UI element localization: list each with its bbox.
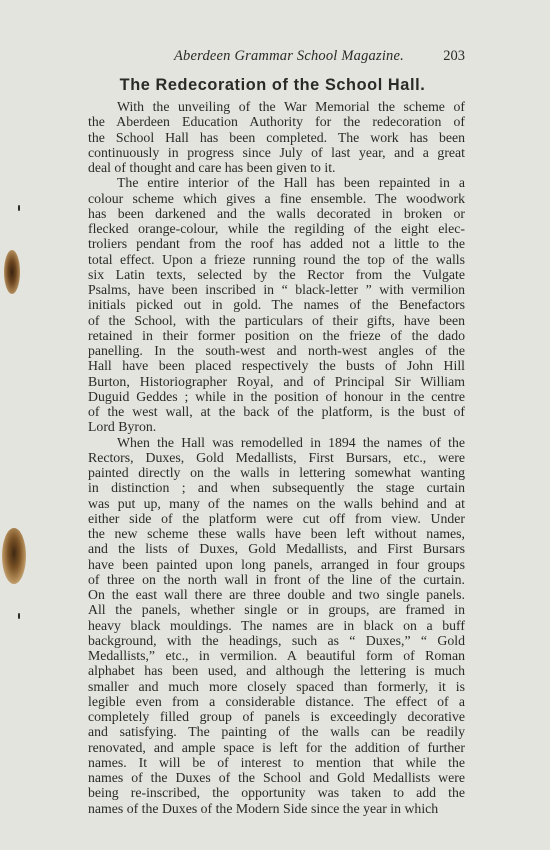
text-line: Rectors, Duxes, Gold Medallists, First Bursars, etc., were: [88, 449, 465, 465]
paragraph: [88, 175, 465, 434]
paragraph: [88, 435, 465, 816]
text-line: With the unveiling of the War Memorial the scheme of: [117, 99, 465, 114]
text-line: of three on the north wall in front of the line of the curtain.: [88, 571, 465, 587]
text-line: colour scheme which gives a fine ensemble. The woodwork: [88, 190, 465, 206]
text-line: either side of the platform were cut off from view. Under: [88, 510, 465, 526]
ink-mark: [18, 613, 20, 619]
page-number: 203: [443, 48, 465, 64]
text-line: painted directly on the walls in lettering somewhat wanting: [88, 465, 465, 480]
text-line: names of the Duxes of the School and Gold Medallists were: [88, 770, 465, 785]
text-line: legible even from a considerable distance. The effect of a: [88, 693, 465, 709]
text-line: Psalms, have been inscribed in “ black-letter ” with vermilion: [88, 282, 465, 297]
paper-stain: [2, 528, 26, 584]
text-line: troliers pendant from the roof has added not a little to the: [88, 236, 465, 252]
text-line: All the panels, whether single or in groups, are framed in: [88, 602, 465, 618]
text-line: has been darkened and the walls decorated in broken or: [88, 205, 465, 221]
text-line: Duguid Geddes ; while in the position of honour in the centre: [88, 388, 465, 404]
text-line: smaller and much more closely spaced than formerly, it is: [88, 678, 465, 694]
text-line: Lord Byron.: [88, 419, 157, 435]
text-line: have been painted upon long panels, arranged in four groups: [88, 556, 465, 572]
text-line: of the west wall, at the back of the platform, is the bust of: [88, 404, 465, 419]
text-line: renovated, and ample space is left for the addition of further: [88, 739, 465, 755]
text-line: retained in their former position on the frieze of the dado: [88, 327, 465, 343]
text-line: heavy black mouldings. The names are in black on a buff: [88, 617, 465, 633]
paper-stain: [4, 250, 20, 294]
text-line: the Aberdeen Education Authority for the redecoration of: [88, 114, 465, 130]
text-line: being re-inscribed, the opportunity was taken to add the: [88, 785, 465, 801]
page-header: [80, 48, 465, 68]
ink-mark: [18, 205, 20, 211]
text-line: Medallists,” etc., in vermilion. A beautiful form of Roman: [88, 648, 465, 663]
text-line: panelling. In the south-west and north-west angles of the: [88, 343, 465, 358]
running-head: Aberdeen Grammar School Magazine.: [174, 48, 404, 64]
text-line: in distinction ; and when subsequently the stage curtain: [88, 480, 465, 496]
text-line: was put up, many of the names on the walls behind and at: [88, 495, 465, 511]
text-line: and satisfying. The painting of the walls can be readily: [88, 724, 465, 740]
text-line: initials picked out in gold. The names of the Benefactors: [88, 297, 465, 313]
text-line: When the Hall was remodelled in 1894 the names of the: [117, 434, 465, 450]
text-line: names of the Duxes of the Modern Side since the year in which: [88, 800, 439, 816]
text-line: background, with the headings, such as “ Duxes,” “ Gold: [88, 632, 465, 648]
paragraph: [88, 99, 465, 175]
text-line: the new scheme these walls have been left without names,: [88, 526, 465, 541]
text-line: The entire interior of the Hall has been repainted in a: [117, 175, 465, 191]
text-line: names. It will be of interest to mention that while the: [88, 754, 465, 770]
text-line: of the School, with the particulars of their gifts, have been: [88, 312, 465, 328]
text-line: continuously in progress since July of last year, and a great: [88, 144, 465, 160]
text-line: total effect. Upon a frieze running round the top of the walls: [88, 251, 465, 267]
text-line: the School Hall has been completed. The work has been: [88, 129, 465, 145]
text-line: flecked orange-colour, while the regilding of the eight elec-: [88, 221, 465, 236]
text-line: alphabet has been used, and although the lettering is much: [88, 663, 465, 679]
text-line: Hall have been placed respectively the busts of John Hill: [88, 358, 465, 374]
text-line: On the east wall there are three double and two single panels.: [88, 587, 465, 602]
text-line: Burton, Historiographer Royal, and of Principal Sir William: [88, 373, 465, 389]
text-line: and the lists of Duxes, Gold Medallists, and First Bursars: [88, 541, 465, 557]
article-title: The Redecoration of the School Hall.: [119, 76, 426, 94]
article-body: [88, 99, 465, 816]
text-line: completely filled group of panels is exceedingly decorative: [88, 709, 465, 724]
text-line: deal of thought and care has been given to it.: [88, 160, 336, 175]
text-line: six Latin texts, selected by the Rector from the Vulgate: [88, 266, 465, 282]
